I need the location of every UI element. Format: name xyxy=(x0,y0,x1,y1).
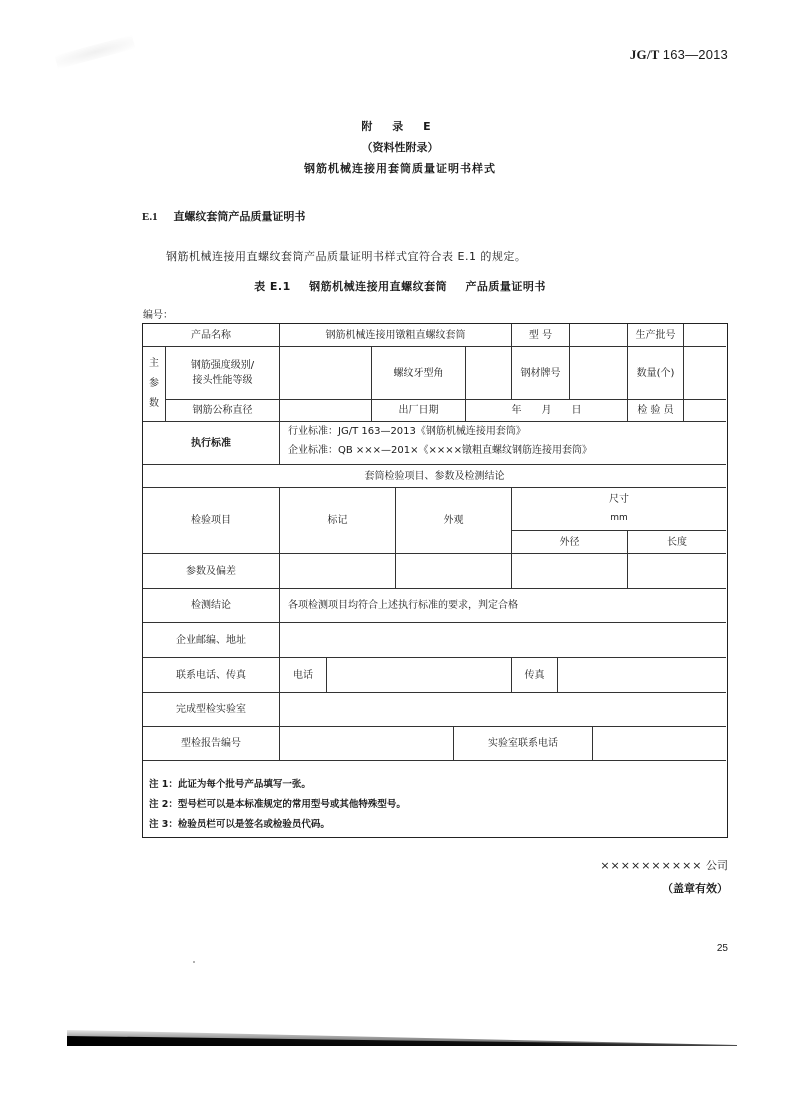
marking-label: 标记 xyxy=(280,488,396,554)
conclusion-label: 检测结论 xyxy=(143,589,280,623)
standard-code xyxy=(630,47,728,63)
company-suffix: 公司 xyxy=(706,859,728,872)
section-heading xyxy=(142,208,305,224)
company-name xyxy=(600,857,728,873)
inspector-label: 检 验 员 xyxy=(628,400,684,422)
table-caption xyxy=(0,278,800,294)
company-placeholder: ×××××××××× xyxy=(600,859,703,872)
address-value[interactable] xyxy=(280,623,726,658)
dimension-label xyxy=(512,488,726,531)
seal-note: （盖章有效） xyxy=(662,882,728,895)
model-label: 型 号 xyxy=(512,324,570,347)
scan-speck xyxy=(193,961,195,963)
lab-value[interactable] xyxy=(280,693,726,727)
strength-label-line2: 接头性能等级 xyxy=(192,375,253,386)
report-no-value[interactable] xyxy=(280,727,454,761)
manufacture-date-label: 出厂日期 xyxy=(372,400,466,422)
thread-angle-value[interactable] xyxy=(466,347,512,400)
strength-grade-label xyxy=(166,347,280,400)
table-caption-part2: 产品质量证明书 xyxy=(465,280,546,293)
nominal-diameter-label: 钢筋公称直径 xyxy=(166,400,280,422)
model-value[interactable] xyxy=(570,324,628,347)
product-name-value[interactable]: 钢筋机械连接用镦粗直螺纹套筒 xyxy=(280,324,512,347)
serial-number-label: 编号： xyxy=(143,310,173,321)
section-paragraph: 钢筋机械连接用直螺纹套筒产品质量证明书样式宜符合表 E.1 的规定。 xyxy=(166,250,527,263)
section-title: 直螺纹套筒产品质量证明书 xyxy=(173,210,306,223)
report-no-label: 型检报告编号 xyxy=(143,727,280,761)
exec-standard-label: 执行标准 xyxy=(143,422,280,465)
standard-number: 163—2013 xyxy=(662,47,728,62)
quantity-label: 数量(个) xyxy=(628,347,684,400)
main-params-char: 参 xyxy=(149,378,159,389)
page-number: 25 xyxy=(716,943,728,954)
lab-phone-value[interactable] xyxy=(593,727,726,761)
scan-smudge xyxy=(55,35,136,69)
contact-label: 联系电话、传真 xyxy=(143,658,280,693)
appearance-value[interactable] xyxy=(396,554,512,589)
appendix-name: 钢筋机械连接用套筒质量证明书样式 xyxy=(304,162,496,175)
phone-value[interactable] xyxy=(327,658,512,693)
lab-phone-label: 实验室联系电话 xyxy=(454,727,593,761)
product-name-label: 产品名称 xyxy=(143,324,280,347)
thread-angle-label: 螺纹牙型角 xyxy=(372,347,466,400)
main-params-char: 数 xyxy=(149,398,159,409)
outer-diameter-value[interactable] xyxy=(512,554,628,589)
appendix-title: 附 录 E xyxy=(361,120,439,133)
nominal-diameter-value[interactable] xyxy=(280,400,372,422)
appearance-label: 外观 xyxy=(396,488,512,554)
address-label: 企业邮编、地址 xyxy=(143,623,280,658)
exec-standard-value xyxy=(280,422,726,465)
binding-shadow xyxy=(67,1028,737,1048)
appendix-subtitle: （资料性附录） xyxy=(361,141,439,154)
main-params-char: 主 xyxy=(149,358,159,369)
outer-diameter-label: 外径 xyxy=(512,531,628,554)
standard-prefix: JG/T xyxy=(629,47,660,62)
strength-label-line1: 钢筋强度级别/ xyxy=(190,360,255,371)
steel-grade-label: 钢材牌号 xyxy=(512,347,570,400)
lab-label: 完成型检实验室 xyxy=(143,693,280,727)
inspector-value[interactable] xyxy=(684,400,726,422)
certificate-table xyxy=(142,323,728,838)
table-notes xyxy=(143,761,726,836)
params-deviation-label: 参数及偏差 xyxy=(143,554,280,589)
note-3: 注 3：检验员栏可以是签名或检验员代码。 xyxy=(149,819,330,830)
length-value[interactable] xyxy=(628,554,726,589)
inspection-section-title: 套筒检验项目、参数及检测结论 xyxy=(143,465,726,488)
industry-standard: 行业标准：JG/T 163—2013《钢筋机械连接用套筒》 xyxy=(288,426,526,437)
table-number: 表 E.1 xyxy=(254,280,291,293)
marking-value[interactable] xyxy=(280,554,396,589)
batch-label: 生产批号 xyxy=(628,324,684,347)
quantity-value[interactable] xyxy=(684,347,726,400)
phone-label: 电话 xyxy=(280,658,327,693)
enterprise-standard: 企业标准：QB ×××—201×《××××镦粗直螺纹钢筋连接用套筒》 xyxy=(288,445,593,456)
dimension-unit: mm xyxy=(610,513,628,523)
section-number: E.1 xyxy=(142,211,158,223)
note-1: 注 1：此证为每个批号产品填写一张。 xyxy=(149,779,311,790)
dimension-title: 尺寸 xyxy=(609,494,629,505)
fax-value[interactable] xyxy=(558,658,726,693)
batch-value[interactable] xyxy=(684,324,726,347)
fax-label: 传真 xyxy=(512,658,558,693)
main-params-label xyxy=(143,347,166,422)
length-label: 长度 xyxy=(628,531,726,554)
table-caption-part1: 钢筋机械连接用直螺纹套筒 xyxy=(309,280,448,293)
conclusion-value[interactable]: 各项检测项目均符合上述执行标准的要求，判定合格 xyxy=(280,589,726,623)
steel-grade-value[interactable] xyxy=(570,347,628,400)
manufacture-date-value[interactable]: 年 月 日 xyxy=(466,400,628,422)
strength-grade-value[interactable] xyxy=(280,347,372,400)
note-2: 注 2：型号栏可以是本标准规定的常用型号或其他特殊型号。 xyxy=(149,799,406,810)
inspection-item-label: 检验项目 xyxy=(143,488,280,554)
